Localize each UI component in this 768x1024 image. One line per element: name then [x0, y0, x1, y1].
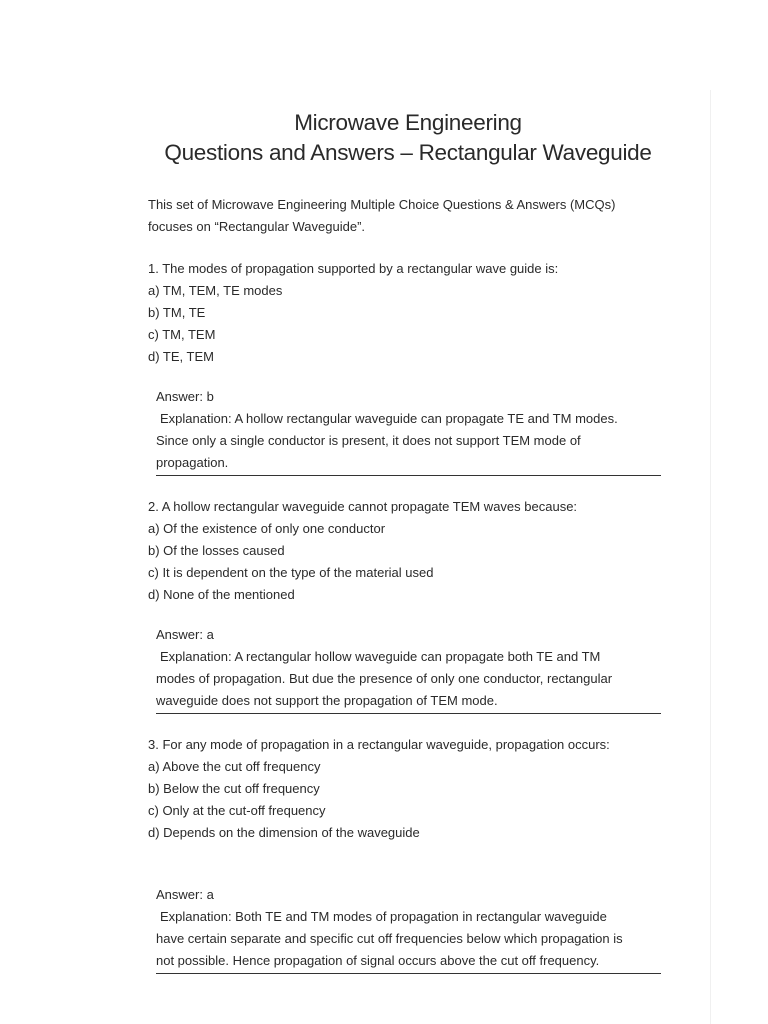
question-2	[148, 496, 668, 714]
explanation-line-3: waveguide does not support the propagation of TEM mode.	[156, 693, 498, 708]
question-3	[148, 734, 668, 974]
options-list	[148, 518, 668, 606]
option-b: b) Of the losses caused	[148, 543, 285, 558]
question-text: 1. The modes of propagation supported by a rectangular wave guide is:	[148, 261, 559, 276]
question-text: 2. A hollow rectangular waveguide cannot propagate TEM waves because:	[148, 499, 578, 514]
option-a: a) Of the existence of only one conductor	[148, 521, 386, 536]
document-body	[148, 108, 668, 974]
explanation	[156, 408, 661, 474]
question-text: 3. For any mode of propagation in a rectangular waveguide, propagation occurs:	[148, 737, 610, 752]
option-b: b) Below the cut off frequency	[148, 781, 320, 796]
option-d: d) Depends on the dimension of the waveguide	[148, 825, 420, 840]
options-list	[148, 756, 668, 844]
answer-label: Answer: b	[156, 389, 214, 404]
option-c: c) TM, TEM	[148, 327, 216, 342]
explanation	[156, 646, 661, 712]
explanation-line-2: have certain separate and specific cut off frequencies below which propagation is	[156, 931, 623, 946]
answer-block	[156, 624, 661, 714]
intro-paragraph	[148, 194, 668, 238]
explanation-line-1: Explanation: A hollow rectangular waveguide can propagate TE and TM modes.	[160, 411, 618, 426]
intro-line-2: focuses on “Rectangular Waveguide”.	[148, 219, 366, 234]
page-title	[148, 108, 668, 168]
option-d: d) None of the mentioned	[148, 587, 295, 602]
page-edge-divider	[710, 90, 711, 1024]
answer-block	[156, 386, 661, 476]
explanation-line-3: not possible. Hence propagation of signal occurs above the cut off frequency.	[156, 953, 600, 968]
question-1	[148, 258, 668, 476]
option-d: d) TE, TEM	[148, 349, 214, 364]
intro-line-1: This set of Microwave Engineering Multiple Choice Questions & Answers (MCQs)	[148, 197, 616, 212]
answer-block	[156, 884, 661, 974]
title-line-1: Microwave Engineering	[294, 110, 522, 135]
explanation-line-2: Since only a single conductor is present, it does not support TEM mode of	[156, 433, 581, 448]
option-c: c) Only at the cut-off frequency	[148, 803, 326, 818]
option-a: a) TM, TEM, TE modes	[148, 283, 283, 298]
title-line-2: Questions and Answers – Rectangular Waveguide	[164, 140, 652, 165]
option-c: c) It is dependent on the type of the material used	[148, 565, 434, 580]
option-a: a) Above the cut off frequency	[148, 759, 321, 774]
option-b: b) TM, TE	[148, 305, 206, 320]
explanation-line-1: Explanation: A rectangular hollow waveguide can propagate both TE and TM	[160, 649, 601, 664]
answer-label: Answer: a	[156, 887, 214, 902]
explanation-line-1: Explanation: Both TE and TM modes of propagation in rectangular waveguide	[160, 909, 607, 924]
explanation-line-2: modes of propagation. But due the presence of only one conductor, rectangular	[156, 671, 613, 686]
explanation	[156, 906, 661, 972]
answer-label: Answer: a	[156, 627, 214, 642]
options-list	[148, 280, 668, 368]
explanation-line-3: propagation.	[156, 455, 229, 470]
